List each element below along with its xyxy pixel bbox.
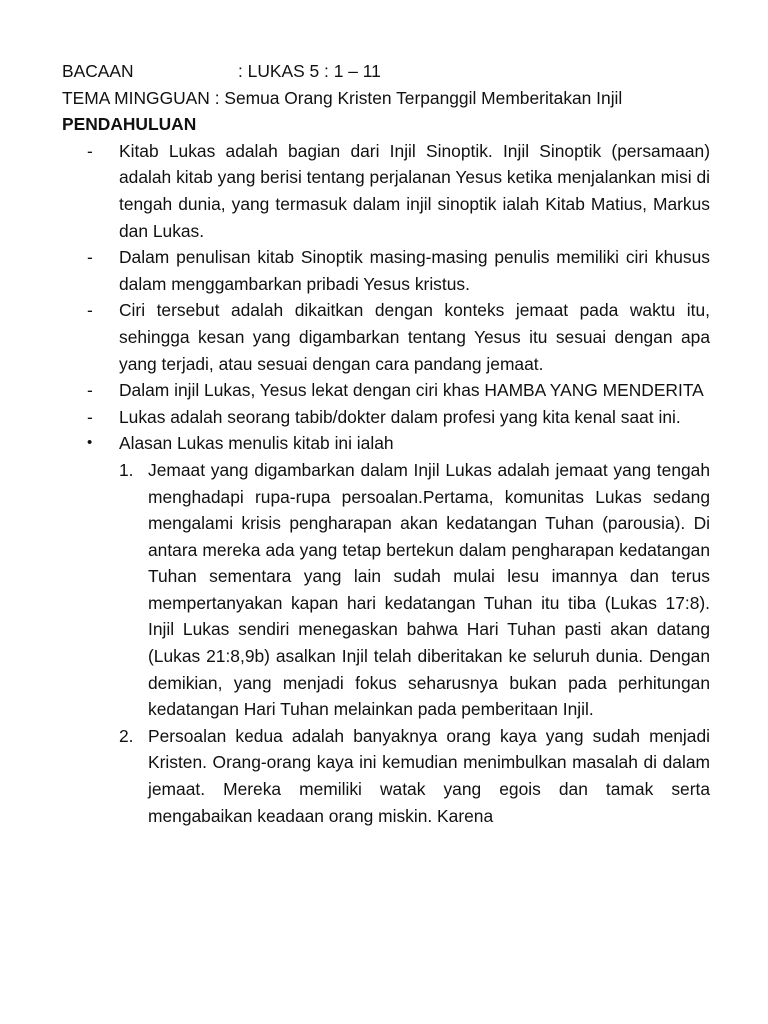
bullet-marker: • — [87, 434, 93, 452]
list-item — [62, 138, 710, 244]
bacaan-label: BACAAN — [62, 61, 134, 81]
list-item-text: Dalam penulisan kitab Sinoptik masing-masing penulis memiliki ciri khusus dalam menggambarkan pribadi Yesus kristus. — [119, 247, 710, 294]
dash-marker: - — [87, 300, 93, 321]
list-item — [62, 244, 710, 297]
list-item-text: Ciri tersebut adalah dikaitkan dengan konteks jemaat pada waktu itu, sehingga kesan yang digambarkan tentang Yesus itu sesuai dengan apa yang terjadi, atau sesuai dengan cara pandang jemaat. — [119, 300, 710, 374]
dash-marker: - — [87, 140, 93, 161]
number-marker: 1. — [119, 459, 134, 480]
list-item — [62, 404, 710, 431]
dash-marker: - — [87, 406, 93, 427]
numbered-item-text: Jemaat yang digambarkan dalam Injil Lukas adalah jemaat yang tengah menghadapi rupa-rupa persoalan.Pertama, komunitas Lukas sedang mengalami krisis pengharapan akan kedatangan Tuhan (parousia). Di antara mereka ada yang tetap bertekun dalam pengharapan kedatangan Tuhan sementara yang lain sudah mulai lesu imannya dan terus mempertanyakan kapan hari kedatangan Tuhan itu tiba (Lukas 17:8). Injil Lukas sendiri menegaskan bahwa Hari Tuhan pasti akan datang (Lukas 21:8,9b) asalkan Injil telah diberitakan ke seluruh dunia. Dengan demikian, yang menjadi fokus seharusnya bukan pada perhitungan kedatangan Hari Tuhan melainkan pada pemberitaan Injil. — [148, 459, 710, 720]
bacaan-row — [62, 58, 710, 85]
numbered-item-text: Persoalan kedua adalah banyaknya orang kaya yang sudah menjadi Kristen. Orang-orang kaya ini kemudian menimbulkan masalah di dalam jemaat. Mereka memiliki watak yang egois dan tamak serta mengabaikan keadaan orang miskin. Karena — [148, 725, 710, 826]
numbered-item — [62, 723, 710, 829]
bacaan-value: : LUKAS 5 : 1 – 11 — [238, 61, 381, 81]
list-item-text: Lukas adalah seorang tabib/dokter dalam profesi yang kita kenal saat ini. — [119, 406, 681, 427]
numbered-item — [62, 457, 710, 723]
document-page — [62, 58, 710, 829]
section-title: PENDAHULUAN — [62, 114, 197, 135]
list-item-text: Kitab Lukas adalah bagian dari Injil Sinoptik. Injil Sinoptik (persamaan) adalah kitab yang berisi tentang perjalanan Yesus ketika menjalankan misi di tengah dunia, yang termasuk dalam injil sinoptik ialah Kitab Matius, Markus dan Lukas. — [119, 140, 710, 241]
number-marker: 2. — [119, 725, 134, 746]
tema-label: TEMA MINGGUAN — [62, 87, 210, 108]
tema-row — [62, 85, 710, 112]
dash-marker: - — [87, 247, 93, 268]
tema-value: : Semua Orang Kristen Terpanggil Memberitakan Injil — [214, 87, 623, 108]
list-item — [62, 377, 710, 404]
dash-marker: - — [87, 380, 93, 401]
bullet-item-text: Alasan Lukas menulis kitab ini ialah — [119, 433, 394, 454]
list-item — [62, 297, 710, 377]
bullet-item — [62, 430, 710, 457]
list-item-text: Dalam injil Lukas, Yesus lekat dengan ciri khas HAMBA YANG MENDERITA — [119, 380, 704, 401]
